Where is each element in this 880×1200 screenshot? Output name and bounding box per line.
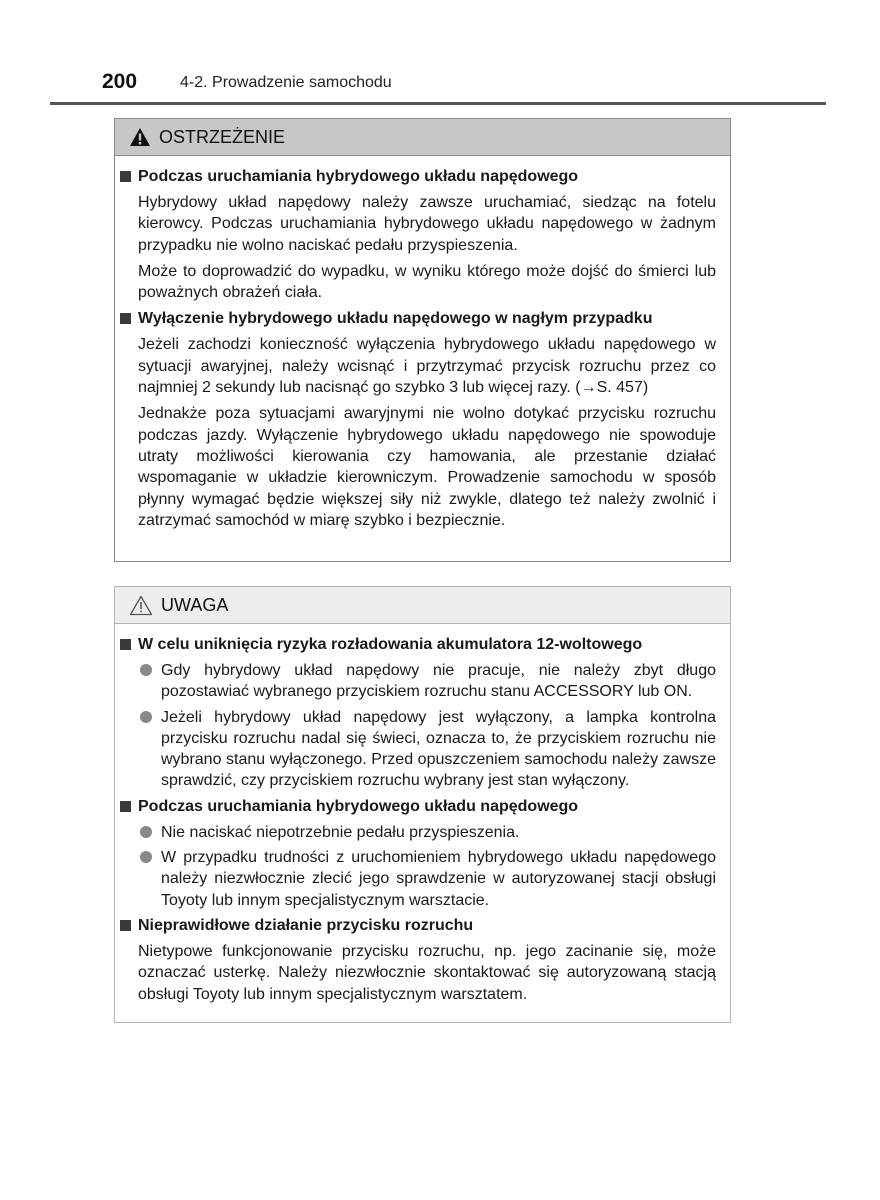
caution-title: UWAGA	[161, 594, 229, 615]
caution-header	[115, 587, 730, 624]
section-heading	[120, 915, 716, 937]
round-bullet-icon	[140, 711, 152, 723]
section-heading	[120, 796, 716, 818]
square-bullet-icon	[120, 801, 131, 812]
list-item-text: Jeżeli hybrydowy układ napędowy jest wyłączony, a lampka kontrolna przycisku rozruchu nadal się świeci, oznacza to, że przyciskiem rozruchu nie wybrano stanu wyłączonego. Przed opuszczeniem samochodu należy zawsze sprawdzić, czy przyciskiem rozruchu wybrany jest stan wyłączony.	[161, 708, 716, 790]
paragraph: Może to doprowadzić do wypadku, w wyniku którego może dojść do śmierci lub poważnych obrażeń ciała.	[138, 262, 716, 302]
round-bullet-icon	[140, 664, 152, 676]
heading-text: Nieprawidłowe działanie przycisku rozruchu	[138, 916, 474, 934]
paragraph: Jeżeli zachodzi konieczność wyłączenia hybrydowego układu napędowego w sytuacji awaryjnej, należy wcisnąć i przytrzymać przycisk rozruchu przez co najmniej 2 sekundy lub nacisnąć go szybko 3 lub więcej razy. (→S. 457)	[138, 336, 716, 397]
warning-box	[114, 118, 731, 562]
warning-triangle-filled-icon	[129, 127, 151, 147]
list-item-text: Gdy hybrydowy układ napędowy nie pracuje, nie należy zbyt długo pozostawiać wybranego przyciskiem rozruchu stanu ACCESSORY lub ON.	[161, 662, 716, 701]
section-heading	[120, 308, 716, 330]
round-bullet-icon	[140, 851, 152, 863]
page-header	[50, 66, 826, 105]
square-bullet-icon	[120, 171, 131, 182]
heading-text: Wyłączenie hybrydowego układu napędowego w nagłym przypadku	[138, 310, 653, 328]
section-title: 4-2. Prowadzenie samochodu	[180, 74, 392, 91]
heading-text: Podczas uruchamiania hybrydowego układu napędowego	[138, 168, 579, 185]
warning-title: OSTRZEŻENIE	[159, 126, 286, 147]
square-bullet-icon	[120, 313, 131, 324]
heading-text: W celu uniknięcia ryzyka rozładowania akumulatora 12-woltowego	[138, 636, 643, 653]
heading-text: Podczas uruchamiania hybrydowego układu napędowego	[138, 797, 579, 815]
caution-box	[114, 586, 731, 1023]
list-item-text: Nie naciskać niepotrzebnie pedału przyspieszenia.	[161, 823, 520, 841]
warning-header	[115, 119, 730, 156]
page-number: 200	[102, 70, 138, 93]
round-bullet-icon	[140, 826, 152, 838]
warning-body	[115, 156, 730, 531]
list-item	[140, 707, 716, 792]
warning-triangle-outline-icon	[129, 595, 153, 616]
list-item	[140, 660, 716, 703]
list-item	[140, 822, 716, 843]
square-bullet-icon	[120, 639, 131, 650]
section-heading	[120, 166, 716, 188]
section-heading	[120, 634, 716, 656]
list-item-text: W przypadku trudności z uruchomieniem hybrydowego układu napędowego należy niezwłocznie zlecić jego sprawdzenie w autoryzowanej stacji obsługi Toyoty lub innym specjalistycznym warsztacie.	[161, 849, 716, 909]
caution-body	[115, 624, 730, 1005]
paragraph: Jednakże poza sytuacjami awaryjnymi nie wolno dotykać przycisku rozruchu podczas jazdy. Wyłączenie hybrydowego układu napędowego nie spowoduje utraty możliwości kierowania czy hamowania, ale przestanie działać wspomaganie w układzie kierowniczym. Prowadzenie samochodu w sposób płynny wymagać będzie większej siły niż zwykle, dlatego też należy zwolnić i zatrzymać samochód w miarę szybko i bezpiecznie.	[138, 405, 716, 529]
paragraph: Hybrydowy układ napędowy należy zawsze uruchamiać, siedząc na fotelu kierowcy. Podczas uruchamiania hybrydowego układu napędowego w żadnym przypadku nie wolno naciskać pedału przyspieszenia.	[138, 194, 716, 254]
square-bullet-icon	[120, 920, 131, 931]
list-item	[140, 847, 716, 911]
paragraph: Nietypowe funkcjonowanie przycisku rozruchu, np. jego zacinanie się, może oznaczać usterkę. Należy niezwłocznie skontaktować się autoryzowaną stacją obsługi Toyoty lub innym specjalistycznym warsztatem.	[138, 942, 716, 1003]
